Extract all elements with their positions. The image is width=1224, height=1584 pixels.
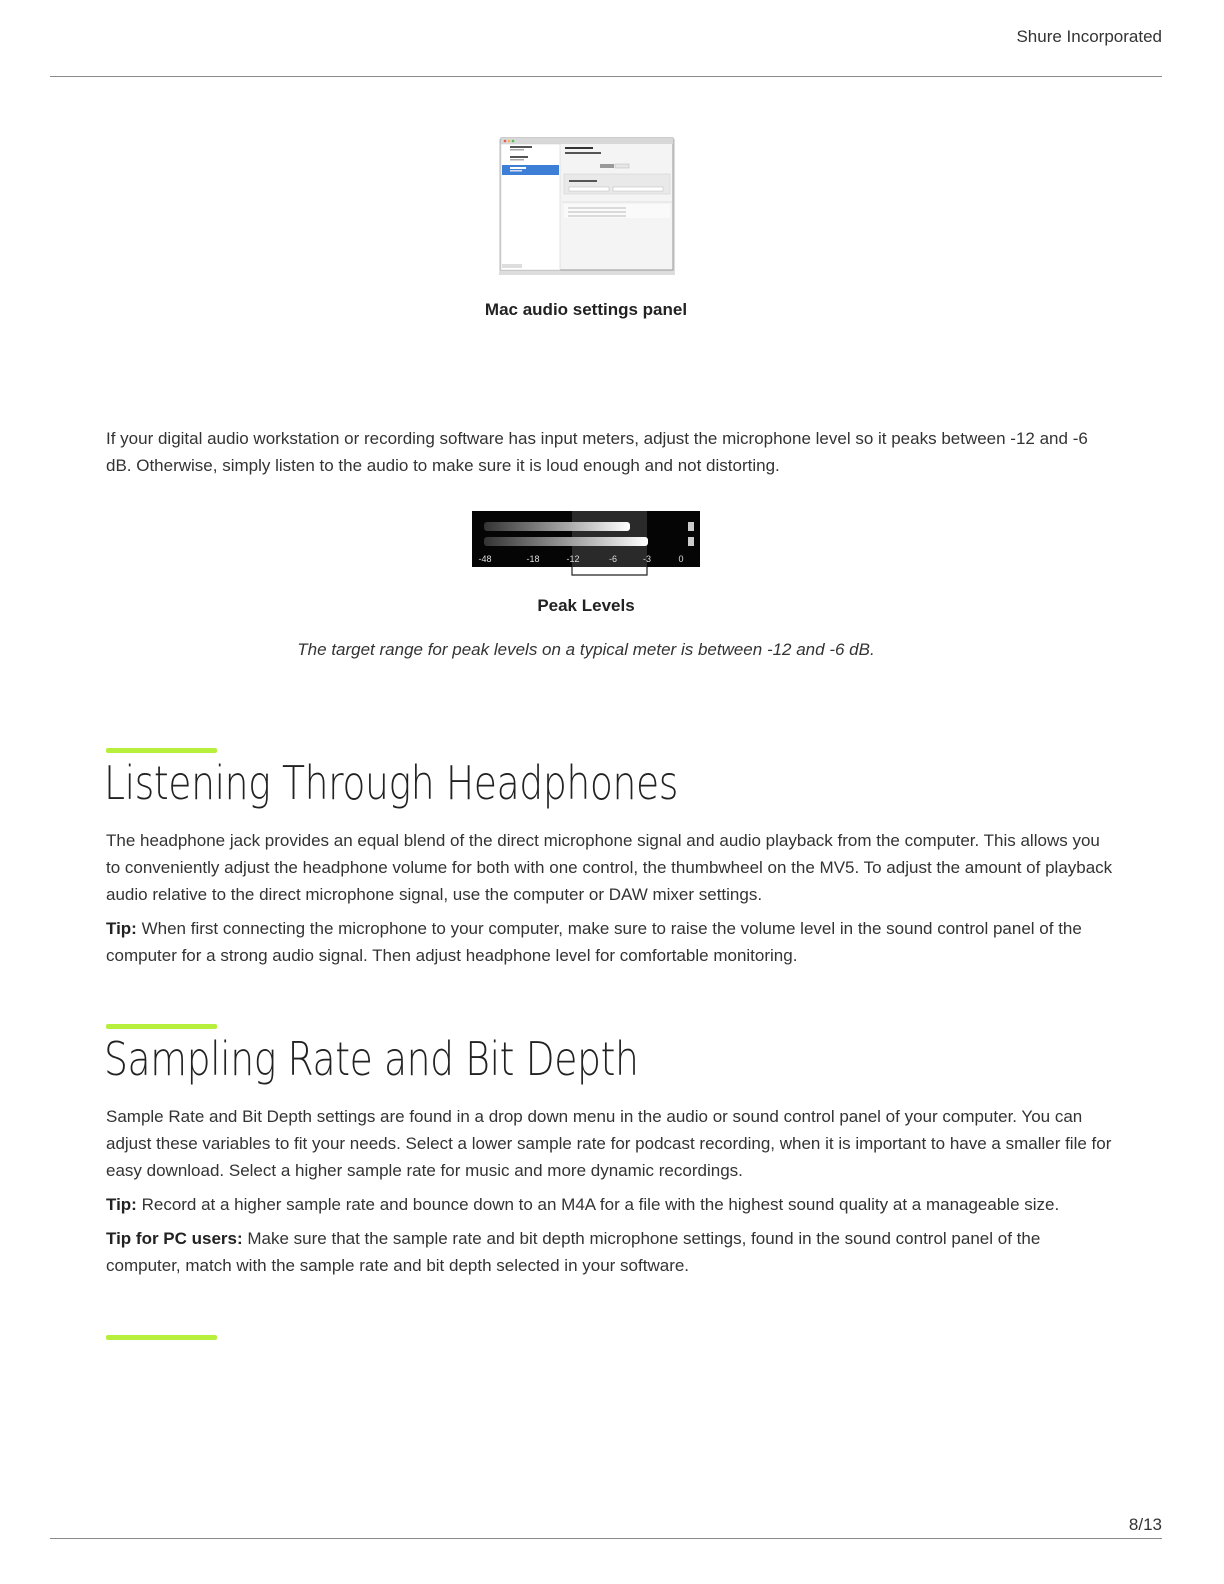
tip-text: Make sure that the sample rate and bit depth microphone settings, found in the sound control panel of the computer, match with the sample rate and bit depth selected in your software. <box>106 1229 1041 1275</box>
section-accent-bar <box>106 1335 217 1340</box>
peak-levels-caption: Peak Levels <box>537 596 635 615</box>
section-accent-bar <box>106 748 217 753</box>
section-title-sampling: Sampling Rate and Bit Depth <box>104 1032 639 1086</box>
meter-tick-label: -48 <box>478 554 492 564</box>
page-number: 8/13 <box>1128 1515 1162 1534</box>
section-accent-bar <box>106 1024 217 1029</box>
tip-text: When first connecting the microphone to your computer, make sure to raise the volume level in the sound control panel of the computer for a strong audio signal. Then adjust headphone level for comfortable monitoring. <box>106 919 1082 965</box>
tip-text: Record at a higher sample rate and bounce down to an M4A for a file with the highest sound quality at a manageable size. <box>136 1195 1060 1214</box>
section-body-sampling: Sample Rate and Bit Depth settings are found in a drop down menu in the audio or sound control panel of your computer. You can adjust these variables to fit your needs. Select a lower sample rate for podcast recording, when it is important to have a smaller file for easy download. Select a higher sample rate for music and more dynamic recordings. <box>106 1107 1112 1180</box>
intro-paragraph: If your digital audio workstation or recording software has input meters, adjust the microphone level so it peaks between -12 and -6 dB. Otherwise, simply listen to the audio to make sure it is loud enough and not distorting. <box>106 429 1088 475</box>
header-divider <box>50 76 1162 77</box>
meter-tick-label: -6 <box>608 554 618 564</box>
tip-label: Tip: <box>106 1195 137 1214</box>
peak-levels-note: The target range for peak levels on a typical meter is between -12 and -6 dB. <box>297 640 875 659</box>
tip-pc-users <box>106 1225 1116 1279</box>
header-company-name: Shure Incorporated <box>1016 27 1162 46</box>
tip-label: Tip for PC users: <box>106 1229 243 1248</box>
section-title-headphones: Listening Through Headphones <box>104 756 679 810</box>
meter-tick-label: -3 <box>642 554 652 564</box>
meter-tick-label: -12 <box>566 554 580 564</box>
tip-label: Tip: <box>106 919 137 938</box>
meter-tick-label: 0 <box>678 554 684 564</box>
meter-tick-label: -18 <box>526 554 540 564</box>
footer-divider <box>50 1538 1162 1539</box>
tip-sampling <box>106 1191 1146 1218</box>
mac-audio-settings-image <box>496 136 678 278</box>
tip-headphones <box>106 915 1116 969</box>
section-body-headphones: The headphone jack provides an equal blend of the direct microphone signal and audio playback from the computer. This allows you to conveniently adjust the headphone volume for both with one control, the thumbwheel on the MV5. To adjust the amount of playback audio relative to the direct microphone signal, use the computer or DAW mixer settings. <box>106 831 1113 904</box>
mac-panel-caption: Mac audio settings panel <box>484 300 688 319</box>
peak-level-meter-image <box>472 511 700 577</box>
